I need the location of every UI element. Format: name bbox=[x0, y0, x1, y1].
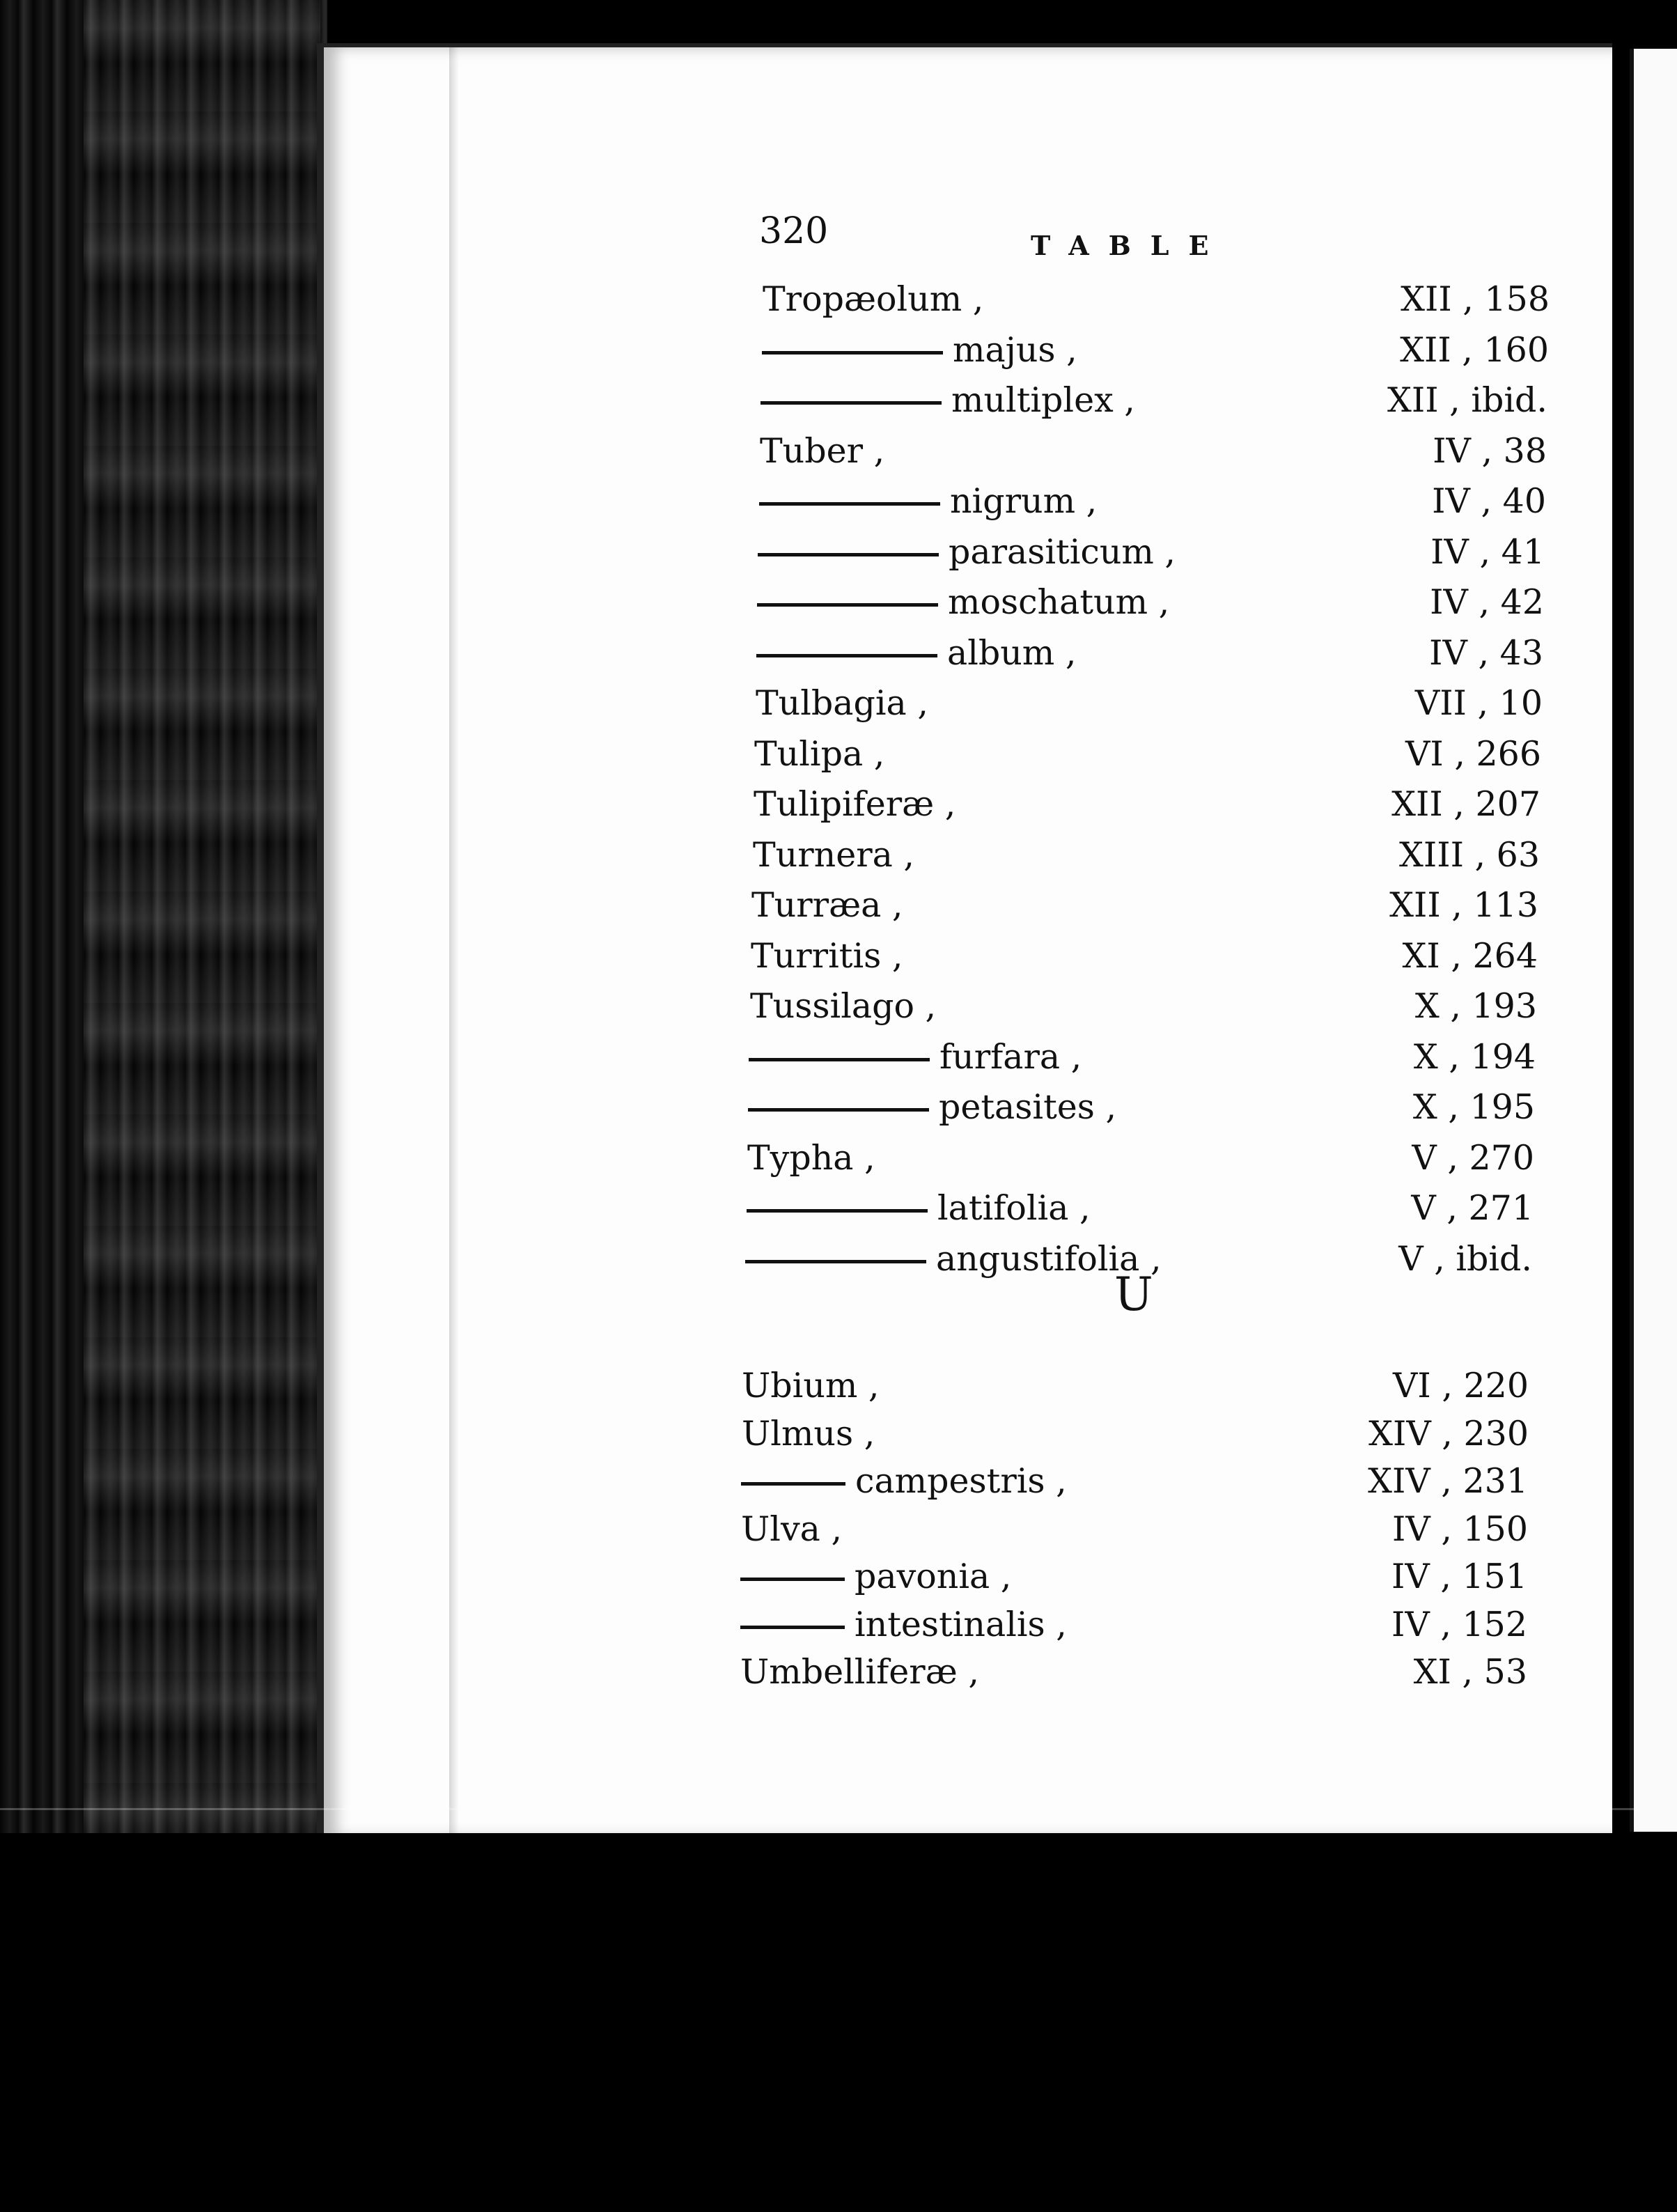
index-term bbox=[741, 1509, 842, 1550]
index-term-text: Umbelliferæ , bbox=[740, 1652, 979, 1692]
running-title: TABLE bbox=[1031, 230, 1228, 261]
index-entry bbox=[762, 329, 1549, 371]
index-term-text: Tropæolum , bbox=[763, 279, 984, 319]
index-reference: XIII , 63 bbox=[1398, 834, 1540, 875]
index-term bbox=[754, 784, 956, 825]
index-term-text: majus , bbox=[953, 329, 1077, 370]
index-reference: IV , 38 bbox=[1433, 430, 1547, 471]
index-entry bbox=[751, 885, 1538, 926]
index-reference: VII , 10 bbox=[1414, 683, 1543, 723]
index-term bbox=[756, 683, 928, 724]
index-reference: X , 193 bbox=[1414, 986, 1537, 1026]
index-term bbox=[758, 531, 1176, 573]
index-term-text: Turræa , bbox=[751, 885, 903, 925]
index-term-text: nigrum , bbox=[950, 481, 1098, 521]
index-term bbox=[745, 1238, 1162, 1280]
index-term bbox=[740, 1556, 1011, 1598]
index-term-text: petasites , bbox=[939, 1087, 1117, 1127]
index-reference: IV , 43 bbox=[1429, 632, 1543, 673]
index-entry bbox=[758, 531, 1545, 573]
index-term bbox=[742, 1365, 880, 1407]
index-reference: X , 194 bbox=[1413, 1036, 1536, 1077]
index-entry bbox=[756, 632, 1543, 674]
index-reference: V , 270 bbox=[1412, 1137, 1534, 1178]
index-reference: XI , 53 bbox=[1413, 1652, 1527, 1692]
index-term bbox=[756, 632, 1076, 674]
index-entry bbox=[749, 1036, 1536, 1078]
scan-artifact-line bbox=[0, 1808, 1677, 1810]
ditto-dash bbox=[760, 401, 942, 405]
index-entry bbox=[747, 1187, 1534, 1229]
index-term-text: latifolia , bbox=[937, 1188, 1091, 1228]
index-reference: VI , 266 bbox=[1405, 733, 1541, 774]
index-term-text: Tuber , bbox=[760, 430, 885, 471]
index-term bbox=[757, 582, 1169, 623]
index-entry bbox=[740, 1604, 1527, 1646]
index-entry bbox=[750, 986, 1537, 1027]
index-term-text: Turritis , bbox=[751, 935, 903, 976]
index-reference: XI , 264 bbox=[1402, 935, 1538, 976]
index-term-text: intestinalis , bbox=[855, 1604, 1067, 1644]
index-term bbox=[750, 986, 936, 1027]
index-entry bbox=[748, 1086, 1535, 1128]
ditto-dash bbox=[740, 1626, 845, 1629]
index-entry bbox=[760, 380, 1547, 421]
ditto-dash bbox=[740, 1578, 845, 1581]
index-term-text: Tulipiferæ , bbox=[754, 784, 956, 824]
index-term-text: Typha , bbox=[747, 1137, 875, 1178]
index-reference: V , ibid. bbox=[1398, 1238, 1532, 1279]
index-term bbox=[749, 1036, 1082, 1078]
page-number: 320 bbox=[759, 210, 829, 252]
index-reference: XII , 160 bbox=[1400, 329, 1549, 370]
index-reference: IV , 152 bbox=[1391, 1604, 1527, 1644]
index-term-text: Turnera , bbox=[753, 834, 915, 875]
index-entry bbox=[763, 279, 1550, 320]
index-term-text: Tulbagia , bbox=[756, 683, 928, 723]
index-term-text: Ulmus , bbox=[742, 1413, 875, 1454]
ditto-dash bbox=[741, 1482, 845, 1486]
index-reference: XII , 113 bbox=[1389, 885, 1538, 925]
index-reference: IV , 42 bbox=[1430, 582, 1544, 622]
ditto-dash bbox=[749, 1058, 930, 1061]
index-entry bbox=[751, 935, 1538, 977]
section-letter-heading: U bbox=[1114, 1268, 1153, 1321]
index-term-text: furfara , bbox=[939, 1036, 1082, 1077]
page-fold-shadow bbox=[449, 47, 459, 1837]
index-entry bbox=[740, 1556, 1527, 1598]
index-term-text: Ulva , bbox=[741, 1509, 843, 1549]
index-term bbox=[751, 935, 903, 977]
index-term bbox=[753, 834, 914, 876]
index-reference: IV , 40 bbox=[1432, 481, 1546, 521]
index-reference: XIV , 231 bbox=[1368, 1461, 1528, 1501]
index-term-text: Ubium , bbox=[742, 1366, 880, 1405]
index-reference: IV , 151 bbox=[1391, 1557, 1527, 1596]
index-entry bbox=[753, 834, 1540, 876]
index-entry bbox=[757, 582, 1544, 623]
ditto-dash bbox=[757, 603, 938, 607]
index-entry bbox=[741, 1461, 1528, 1502]
scan-border-bottom bbox=[0, 1833, 1677, 2212]
index-term-text: angustifolia , bbox=[936, 1238, 1162, 1279]
index-entry bbox=[754, 784, 1540, 825]
index-term bbox=[742, 1413, 875, 1455]
index-entry bbox=[742, 1365, 1529, 1407]
ditto-dash bbox=[756, 654, 937, 657]
index-term-text: campestris , bbox=[855, 1461, 1067, 1501]
ditto-dash bbox=[758, 553, 939, 556]
index-term bbox=[754, 733, 884, 775]
index-term bbox=[740, 1604, 1067, 1646]
index-term-text: album , bbox=[947, 632, 1077, 673]
index-reference: X , 195 bbox=[1412, 1087, 1535, 1127]
ditto-dash bbox=[748, 1108, 929, 1112]
index-entry bbox=[741, 1509, 1528, 1550]
index-term bbox=[741, 1461, 1067, 1502]
index-term-text: moschatum , bbox=[948, 582, 1170, 622]
index-term bbox=[760, 380, 1135, 421]
index-reference: VI , 220 bbox=[1393, 1366, 1529, 1405]
index-entry bbox=[747, 1137, 1534, 1179]
ditto-dash bbox=[747, 1209, 928, 1213]
index-term bbox=[747, 1137, 875, 1179]
index-term bbox=[762, 329, 1077, 371]
index-term-text: pavonia , bbox=[855, 1557, 1012, 1596]
index-reference: IV , 150 bbox=[1392, 1509, 1528, 1549]
index-term-text: parasiticum , bbox=[949, 531, 1176, 572]
index-reference: IV , 41 bbox=[1430, 531, 1545, 572]
index-term bbox=[751, 885, 903, 926]
index-entry bbox=[740, 1651, 1527, 1693]
ditto-dash bbox=[745, 1260, 926, 1263]
index-entry bbox=[756, 683, 1543, 724]
index-term-text: Tulipa , bbox=[754, 733, 885, 774]
index-entry bbox=[742, 1413, 1529, 1455]
index-term bbox=[748, 1086, 1116, 1128]
ditto-dash bbox=[759, 502, 940, 506]
index-entry bbox=[759, 481, 1546, 522]
index-term-text: Tussilago , bbox=[750, 986, 937, 1026]
index-term bbox=[740, 1651, 979, 1693]
index-term-text: multiplex , bbox=[951, 380, 1135, 420]
adjacent-page-edge bbox=[1630, 49, 1677, 1832]
index-reference: XII , 207 bbox=[1391, 784, 1540, 824]
index-term bbox=[747, 1187, 1091, 1229]
index-term bbox=[763, 279, 983, 320]
index-term bbox=[760, 430, 884, 472]
index-entry bbox=[760, 430, 1547, 472]
index-term bbox=[759, 481, 1097, 522]
index-entry bbox=[754, 733, 1541, 775]
index-reference: XII , ibid. bbox=[1387, 380, 1547, 420]
index-reference: V , 271 bbox=[1411, 1188, 1534, 1228]
ditto-dash bbox=[762, 351, 943, 355]
index-reference: XII , 158 bbox=[1401, 279, 1550, 319]
index-reference: XIV , 230 bbox=[1368, 1413, 1529, 1454]
